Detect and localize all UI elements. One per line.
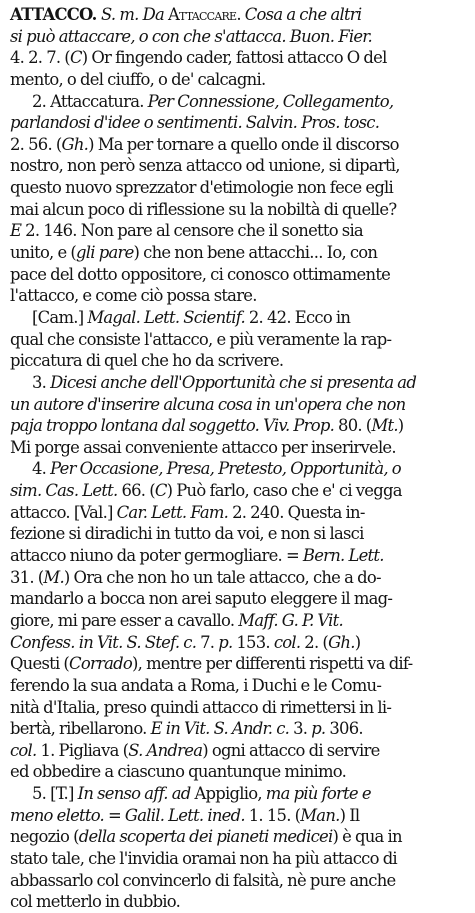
text-run: 2. 146. Non pare al censore che il sonetto sia [21,221,363,241]
text-run: ) che non bene attacchi... Io, con [133,243,378,263]
text-line [10,177,466,199]
text-run: 2. 42. Ecco in [244,307,351,327]
text-line [10,26,466,48]
text-run: ) [397,416,404,436]
text-line [10,480,466,502]
text-run: Appiglio, [190,784,266,804]
text-run: C [154,481,167,501]
text-run: Car. Lett. Fam. [116,502,229,522]
text-line [10,610,466,632]
text-run: ed obbedire a ciascuno quantunque minimo. [10,762,347,782]
text-run: meno eletto. [10,805,104,825]
text-run: mento, o del ciuffo, o de' calcagni. [10,69,266,89]
text-line [10,718,466,740]
text-line [10,329,466,351]
text-run: 4. 2. 7. ( [10,48,70,68]
text-run: ma più forte e [265,784,371,804]
text-run: Man. [300,805,340,825]
text-run: Dicesi anche dell'Opportunità che si presenta ad [50,372,417,392]
text-line [10,199,466,221]
text-run: Magal. Lett. Scientif. [87,307,245,327]
text-run: [Cam.] [32,307,88,327]
text-line [10,134,466,156]
text-run: 66. ( [117,481,155,501]
text-run: = [103,805,125,825]
text-run: C [69,48,82,68]
text-run: S. Andrea [128,740,203,760]
text-line [10,350,466,372]
text-run: stato tale, che l'invidia oramai non ha più attacco di [10,848,397,868]
text-line [10,675,466,697]
text-run: 306. [325,719,363,739]
text-run: questo nuovo sprezzator d'etimologie non fece egli [10,178,394,198]
text-run: 3. [289,719,312,739]
text-run: Cosa a che altri [244,5,362,24]
text-run: Questi ( [10,654,70,674]
text-run: Bern. Lett. [302,546,384,566]
dictionary-entry-attacco [10,4,466,913]
text-run: Mt. [371,416,398,436]
text-run: S. m. [101,5,143,24]
text-run: M. [43,567,64,587]
text-run: attacco. [Val.] [10,502,117,522]
text-run: ) Può farlo, caso che e' ci vegga [166,481,402,501]
text-run: 4. [32,459,51,479]
text-run: ) Il [339,805,360,825]
text-run: bertà, ribellarono. [10,719,151,739]
text-run: ), mentre per differenti rispetti va dif- [132,654,413,674]
sense-3-start [10,372,466,394]
text-run: p. [311,719,326,739]
text-line [10,415,466,437]
text-run: ferendo la sua andata a Roma, i Duchi e le Comu- [10,675,382,695]
text-run: l'attacco, e come ciò possa stare. [10,286,257,306]
citation-cam-start [10,307,466,329]
text-run: ) ogni attacco di servire [202,740,380,760]
text-run: ) Ora che non ho un tale attacco, che a do- [63,567,381,587]
text-run: ) Or fingendo cader, fattosi attacco O del [81,48,387,68]
text-run: 2. 240. Questa in- [228,502,365,522]
text-line [10,588,466,610]
text-run: fezione si diradichi in tutto da voi, e non si lasci [10,524,364,544]
text-run: nostro, non però senza attacco od unione, si dipartì, [10,156,400,176]
text-line [10,632,466,654]
text-line [10,394,466,416]
text-run: 1. Pigliava ( [36,740,129,760]
text-line [10,155,466,177]
text-line [10,437,466,459]
text-run: Galil. Lett. ined. [124,805,245,825]
text-line [10,242,466,264]
text-run: attacco niuno da poter germogliare. = [10,546,303,566]
text-line [10,567,466,589]
text-run: In senso aff. ad [77,784,191,804]
text-run: giore, mi pare esser a cavallo. [10,610,239,630]
text-line [10,4,466,26]
text-run: si può attaccare, o con che s'attacca. Buon. Fier. [10,26,373,46]
text-line [10,891,466,913]
text-run: 2. ( [300,632,329,652]
text-run: negozio ( [10,827,79,847]
text-line [10,69,466,91]
text-run: col metterlo in dubbio. [10,892,181,912]
text-run: Confess. in Vit. S. Stef. c. [10,632,197,652]
text-line [10,826,466,848]
text-run: sim. Cas. Lett. [10,481,118,501]
text-line [10,264,466,286]
text-line [10,285,466,307]
text-line [10,523,466,545]
text-line [10,220,466,242]
text-run: 2. 56. ( [10,134,62,154]
text-run: 1. 15. ( [244,805,301,825]
text-run: p. [218,632,233,652]
text-run: gli pare [76,243,134,263]
headword: ATTACCO. [10,5,102,24]
text-line [10,653,466,675]
text-line [10,47,466,69]
text-run: 80. ( [334,416,372,436]
text-line [10,761,466,783]
sense-5-start [10,783,466,805]
text-run: Per Connessione, Collegamento, [147,91,394,111]
text-run: parlandosi d'idee o sentimenti. Salvin. Pros. tosc. [10,113,380,133]
text-run: mandarlo a bocca non arei saputo eleggere il mag- [10,589,393,609]
text-line [10,545,466,567]
text-line [10,848,466,870]
text-line [10,870,466,892]
text-run: nità d'Italia, preso quindi attacco di rimettersi in li- [10,697,392,717]
text-run: unito, e ( [10,243,77,263]
text-run: 2. Attaccatura. [32,91,148,111]
text-line [10,805,466,827]
text-line [10,112,466,134]
text-line [10,697,466,719]
text-run: 153. [232,632,274,652]
text-run: qual che consiste l'attacco, e più veramente la rap- [10,329,392,349]
text-run: pace del dotto oppositore, ci conosco ottimamente [10,264,391,284]
text-run: ) [354,632,361,652]
text-run: della scoperta dei pianeti medicei [78,827,333,847]
text-run: un autore d'inserire alcuna cosa in un'opera che non [10,394,406,414]
text-run: E in Vit. S. Andr. c. [150,719,290,739]
text-run: abbassarlo col convincerlo di falsità, nè pure anche [10,870,396,890]
sense-2-start [10,91,466,113]
etymon: Attaccare [167,5,237,24]
text-line [10,740,466,762]
text-run: mai alcun poco di riflessione su la nobiltà di quelle? [10,199,397,219]
text-run: 7. [196,632,219,652]
text-run: col. [10,740,37,760]
text-run: Maff. G. P. Vit. [238,610,343,630]
text-line [10,502,466,524]
text-run: Corrado [69,654,133,674]
text-run: ) è qua in [332,827,402,847]
text-run: Gh. [328,632,355,652]
text-run: E [10,221,22,241]
text-run: col. [273,632,301,652]
text-run: . [236,5,245,24]
text-run: paja troppo lontana dal soggetto. Viv. Prop. [10,416,335,436]
text-run: Mi porge assai conveniente attacco per inserirvele. [10,437,396,457]
text-run: Da [142,5,168,24]
text-run: 31. ( [10,567,44,587]
text-run: Gh. [61,134,89,154]
text-run: ) Ma per tornare a quello onde il discorso [88,134,399,154]
text-run: Per Occasione, Presa, Pretesto, Opportunità, o [50,459,401,479]
text-run: 3. [32,372,51,392]
text-run: piccatura di quel che ho da scrivere. [10,351,284,371]
text-run: 5. [T.] [32,784,78,804]
sense-4-start [10,458,466,480]
